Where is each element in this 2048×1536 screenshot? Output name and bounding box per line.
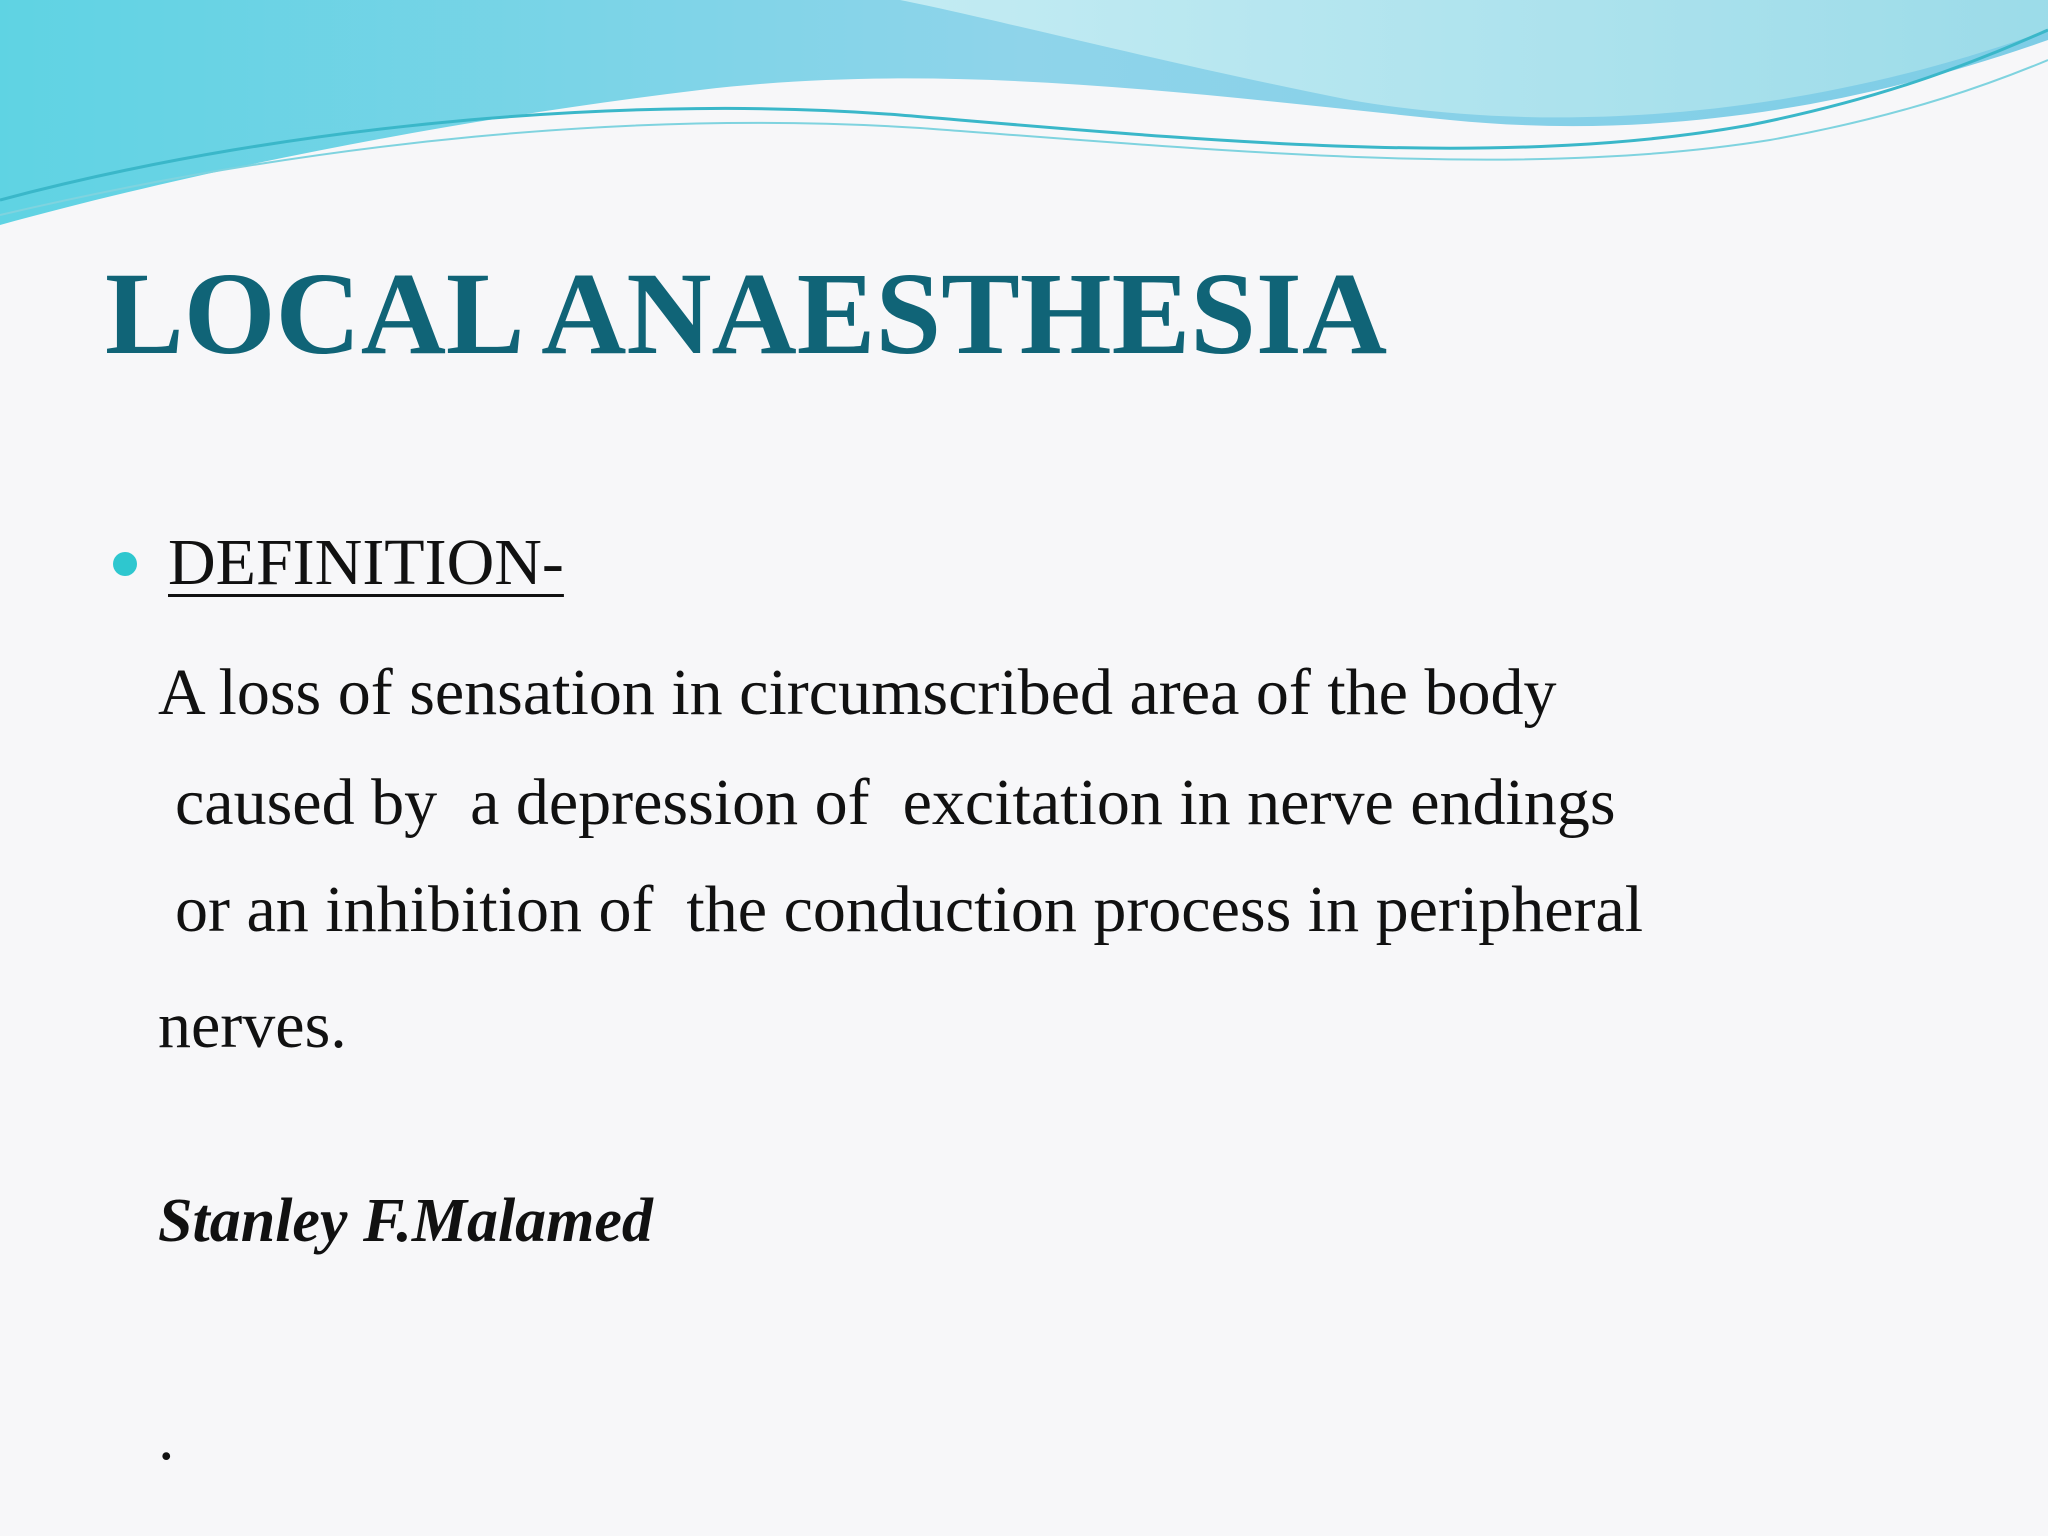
wave-decoration <box>0 0 2048 240</box>
definition-line: or an inhibition of the conduction process in peripheral <box>175 873 1644 946</box>
definition-line: A loss of sensation in circumscribed area of the body <box>158 656 1557 729</box>
definition-heading: DEFINITION- <box>168 526 564 599</box>
author-citation: Stanley F.Malamed <box>158 1187 653 1255</box>
slide-title: LOCAL ANAESTHESIA <box>105 248 1388 379</box>
definition-line: caused by a depression of excitation in nerve endings <box>175 766 1616 839</box>
filled-circle-bullet-icon <box>113 552 137 576</box>
definition-line: nerves. <box>158 989 347 1062</box>
trailing-mark: . <box>158 1401 175 1474</box>
